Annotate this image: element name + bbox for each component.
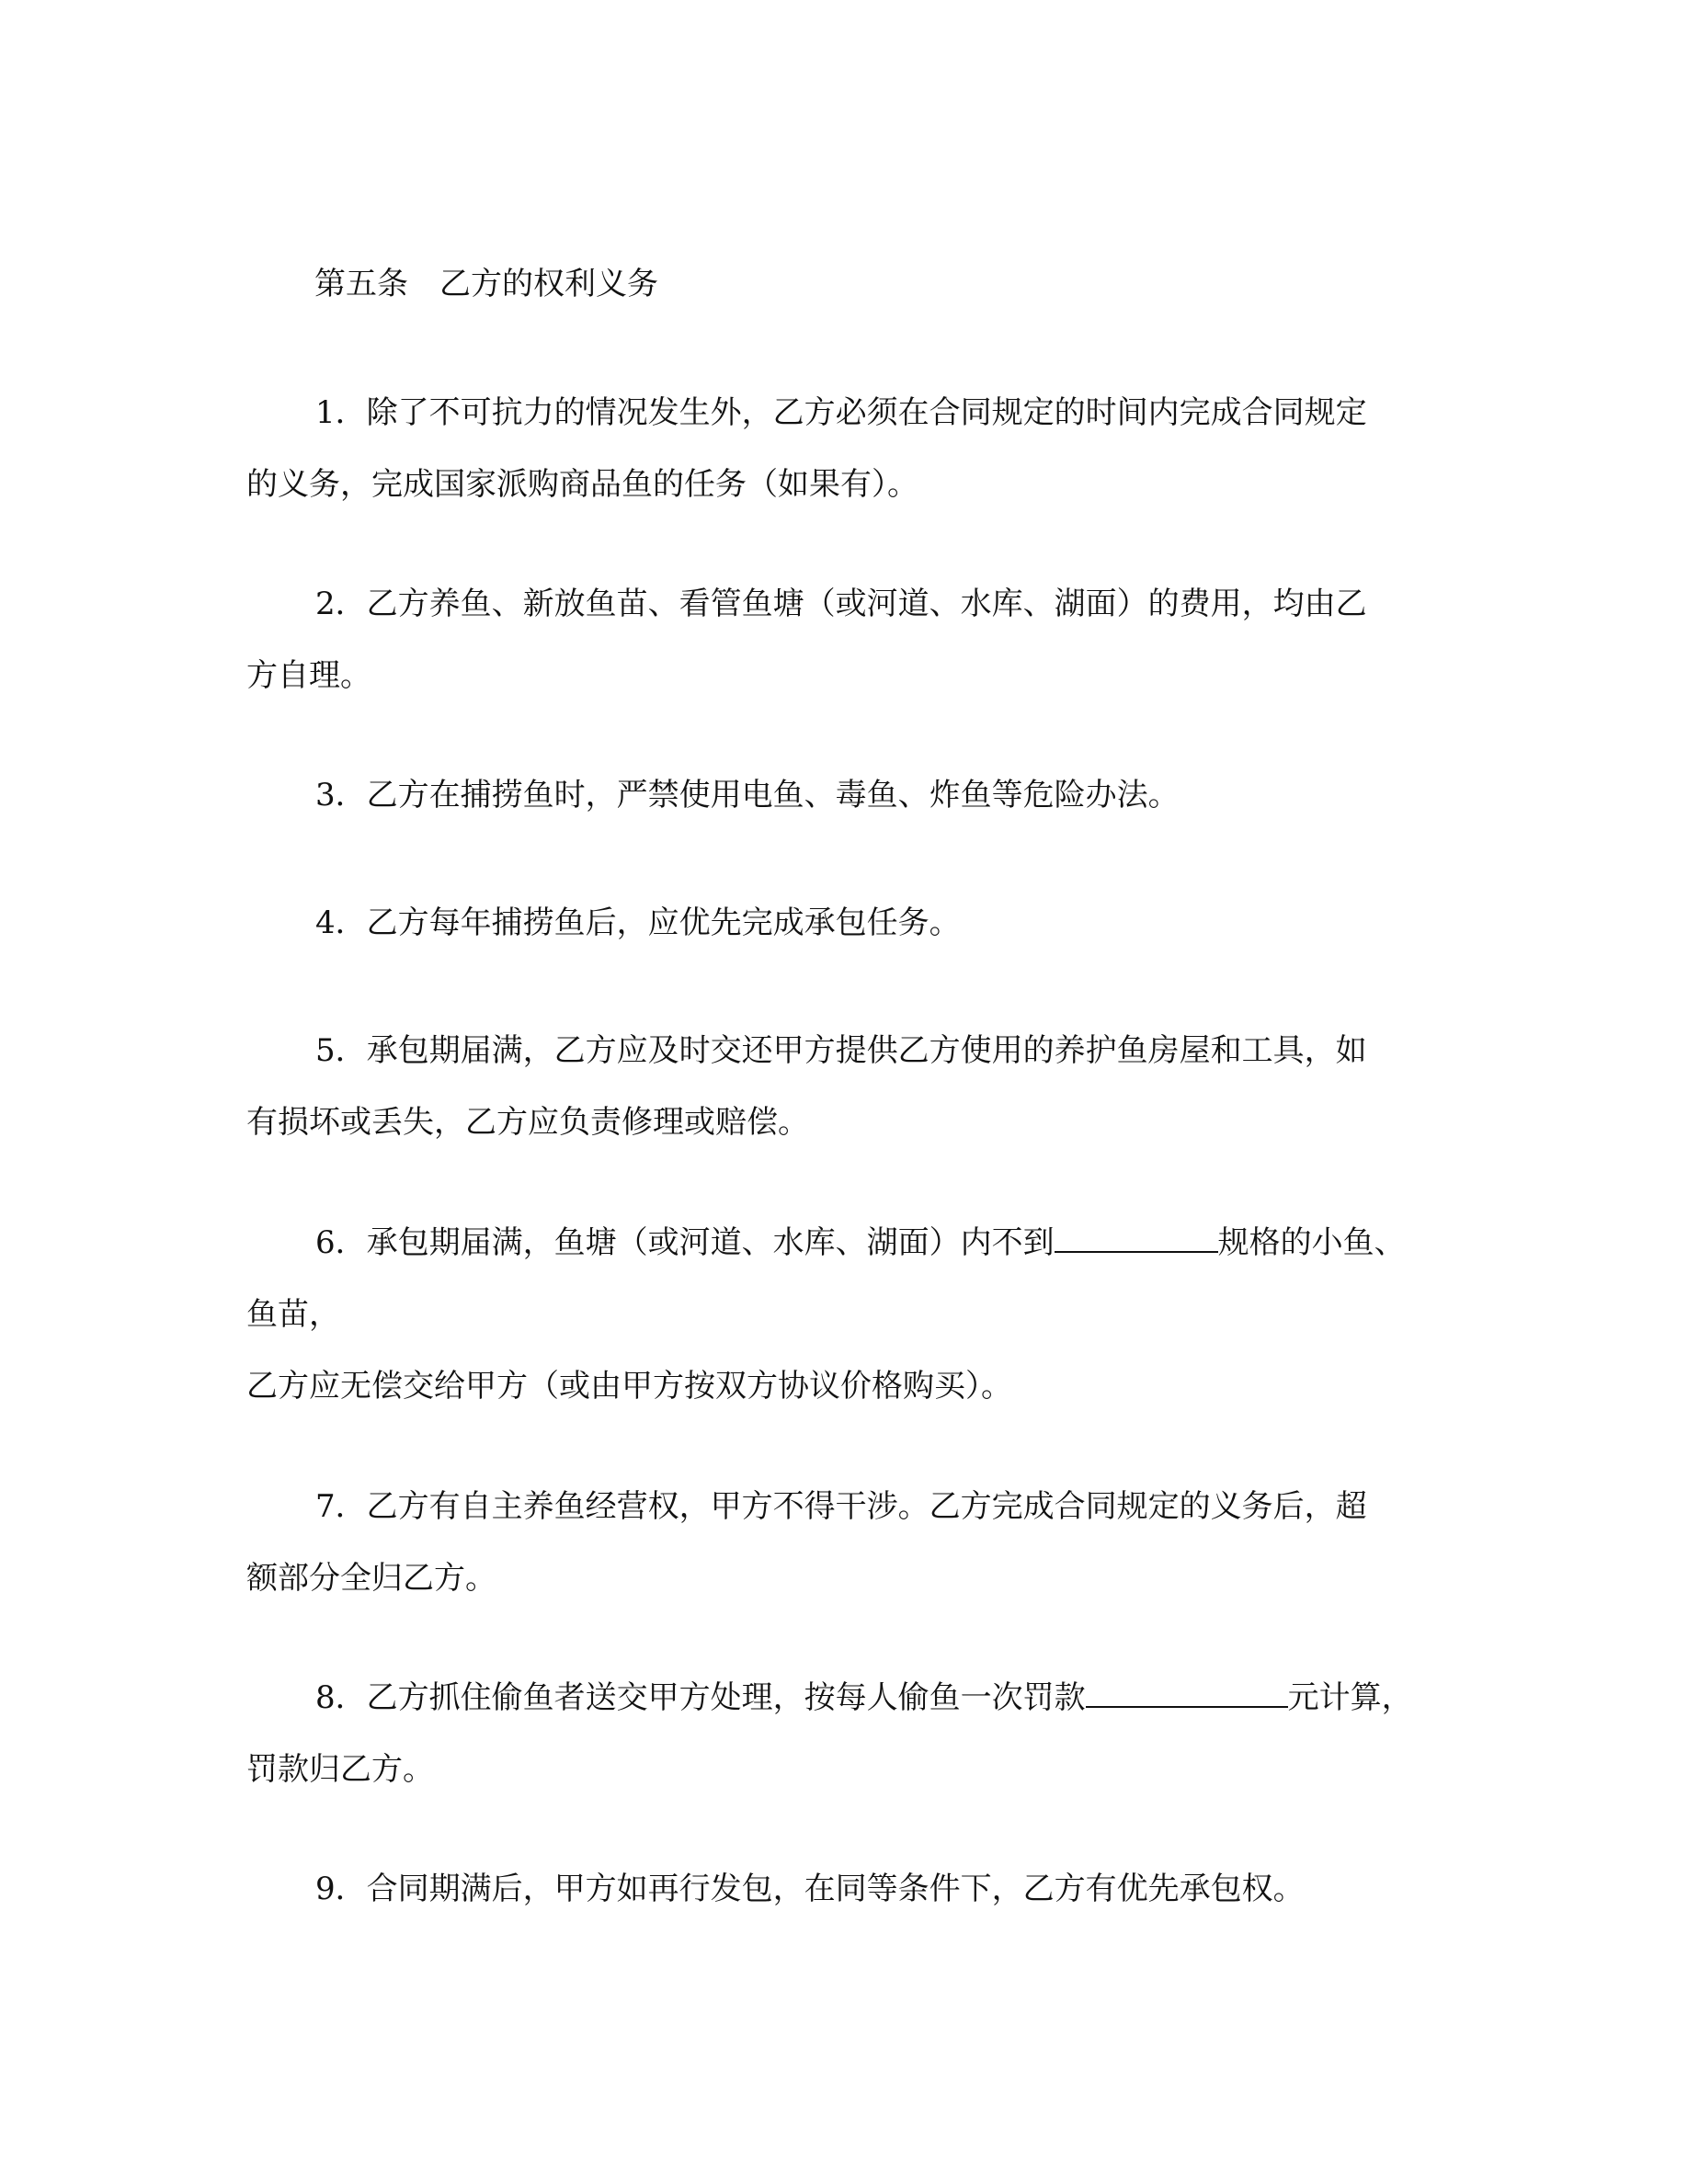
clause-4: 4．乙方每年捕捞鱼后，应优先完成承包任务。 xyxy=(315,904,961,941)
article-title: 乙方的权利义务 xyxy=(439,266,658,302)
fill-in-blank-fine[interactable] xyxy=(1086,1675,1288,1708)
clause-9: 9．合同期满后，甲方如再行发包，在同等条件下，乙方有优先承包权。 xyxy=(315,1871,1305,1907)
fill-in-blank-spec[interactable] xyxy=(1055,1220,1218,1253)
clause-2: 2．乙方养鱼、新放鱼苗、看管鱼塘（或河道、水库、湖面）的费用，均由乙 方自理。 xyxy=(246,586,1367,694)
section-heading xyxy=(314,248,1510,320)
article-number: 第五条 xyxy=(314,266,408,302)
clause-3: 3．乙方在捕捞鱼时，严禁使用电鱼、毒鱼、炸鱼等危险办法。 xyxy=(315,777,1180,813)
clause-1: 1．除了不可抗力的情况发生外，乙方必须在合同规定的时间内完成合同规定 的义务，完成国家派购商品鱼的任务（如果有）。 xyxy=(246,394,1367,503)
clause-7: 7．乙方有自主养鱼经营权，甲方不得干涉。乙方完成合同规定的义务后，超 额部分全归乙方。 xyxy=(246,1488,1367,1597)
clause-5: 5．承包期届满，乙方应及时交还甲方提供乙方使用的养护鱼房屋和工具，如 有损坏或丢失，乙方应负责修理或赔偿。 xyxy=(246,1032,1367,1141)
clause-8: 8．乙方抓住偷鱼者送交甲方处理，按每人偷鱼一次罚款 元计算， 罚款归乙方。 xyxy=(246,1662,1442,1805)
clause-6: 6．承包期届满，鱼塘（或河道、水库、湖面）内不到 规格的小鱼、 鱼苗， 乙方应无偿交给甲方（或由甲方按双方协议价格购买）。 xyxy=(246,1207,1442,1422)
